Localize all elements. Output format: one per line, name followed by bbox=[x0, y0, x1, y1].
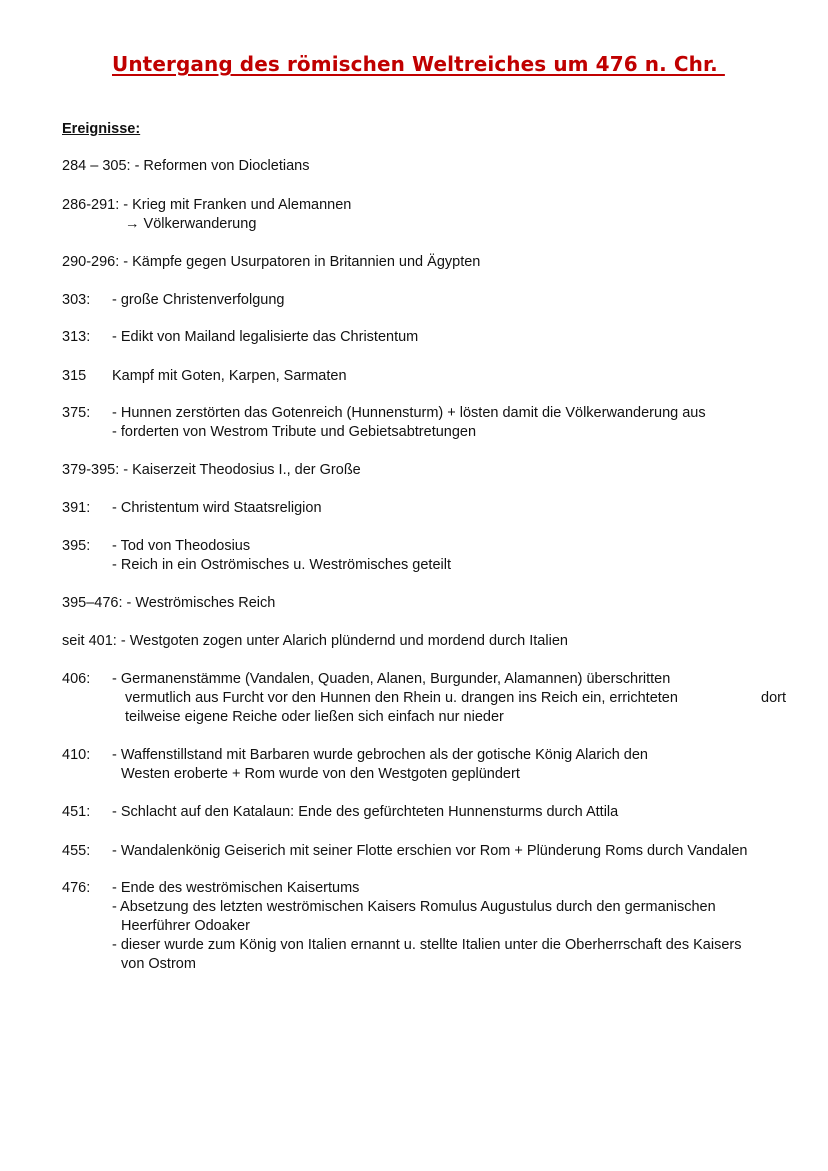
event-year: 451: bbox=[62, 804, 91, 820]
event-line: Kampf mit Goten, Karpen, Sarmaten bbox=[112, 368, 347, 384]
event-line: - Tod von Theodosius bbox=[112, 538, 251, 554]
event-year: 315 bbox=[62, 368, 87, 384]
event-line: dort bbox=[761, 690, 786, 706]
event-year: 410: bbox=[62, 747, 91, 763]
event-year: 395: bbox=[62, 538, 91, 554]
event-line: Westen eroberte + Rom wurde von den Westgoten geplündert bbox=[121, 766, 520, 782]
event-line: - Hunnen zerstörten das Gotenreich (Hunnensturm) + lösten damit die Völkerwanderung aus bbox=[112, 405, 706, 421]
event-year: 313: bbox=[62, 329, 91, 345]
event-line: - Schlacht auf den Katalaun: Ende des gefürchteten Hunnensturms durch Attila bbox=[112, 804, 619, 820]
page-title: Untergang des römischen Weltreiches um 476 n. Chr. bbox=[112, 52, 725, 76]
event-line: - Reich in ein Oströmisches u. Weströmisches geteilt bbox=[112, 557, 451, 573]
event-year: 391: bbox=[62, 500, 91, 516]
event-line: 379-395: - Kaiserzeit Theodosius I., der Große bbox=[62, 462, 361, 478]
event-line: von Ostrom bbox=[121, 956, 196, 972]
event-line: - Wandalenkönig Geiserich mit seiner Flotte erschien vor Rom + Plünderung Roms durch Vandalen bbox=[112, 843, 748, 859]
event-line: - dieser wurde zum König von Italien ernannt u. stellte Italien unter die Oberherrschaft des Kaisers bbox=[112, 937, 742, 953]
event-line: vermutlich aus Furcht vor den Hunnen den Rhein u. drangen ins Reich ein, errichteten bbox=[125, 690, 678, 706]
event-year: 455: bbox=[62, 843, 91, 859]
event-year: 476: bbox=[62, 880, 91, 896]
event-line: - Absetzung des letzten weströmischen Kaisers Romulus Augustulus durch den germanischen bbox=[112, 899, 716, 915]
event-line: 284 – 305: - Reformen von Diocletians bbox=[62, 158, 310, 174]
event-line: - Ende des weströmischen Kaisertums bbox=[112, 880, 360, 896]
event-year: 303: bbox=[62, 292, 91, 308]
event-line: - Germanenstämme (Vandalen, Quaden, Alanen, Burgunder, Alamannen) überschritten bbox=[112, 671, 671, 687]
event-year: 406: bbox=[62, 671, 91, 687]
event-line: 290-296: - Kämpfe gegen Usurpatoren in Britannien und Ägypten bbox=[62, 254, 481, 270]
event-line: seit 401: - Westgoten zogen unter Alarich plündernd und mordend durch Italien bbox=[62, 633, 568, 649]
event-line: → Völkerwanderung bbox=[125, 216, 257, 232]
event-line: - Edikt von Mailand legalisierte das Christentum bbox=[112, 329, 419, 345]
event-line: teilweise eigene Reiche oder ließen sich einfach nur nieder bbox=[125, 709, 504, 725]
event-year: 375: bbox=[62, 405, 91, 421]
event-line: - große Christenverfolgung bbox=[112, 292, 285, 308]
event-line: 286-291: - Krieg mit Franken und Alemannen bbox=[62, 197, 352, 213]
event-line: 395–476: - Weströmisches Reich bbox=[62, 595, 276, 611]
event-line: - Christentum wird Staatsreligion bbox=[112, 500, 322, 516]
event-line: Heerführer Odoaker bbox=[121, 918, 250, 934]
event-line: - forderten von Westrom Tribute und Gebietsabtretungen bbox=[112, 424, 477, 440]
section-heading: Ereignisse: bbox=[62, 121, 141, 137]
event-line: - Waffenstillstand mit Barbaren wurde gebrochen als der gotische König Alarich den bbox=[112, 747, 648, 763]
